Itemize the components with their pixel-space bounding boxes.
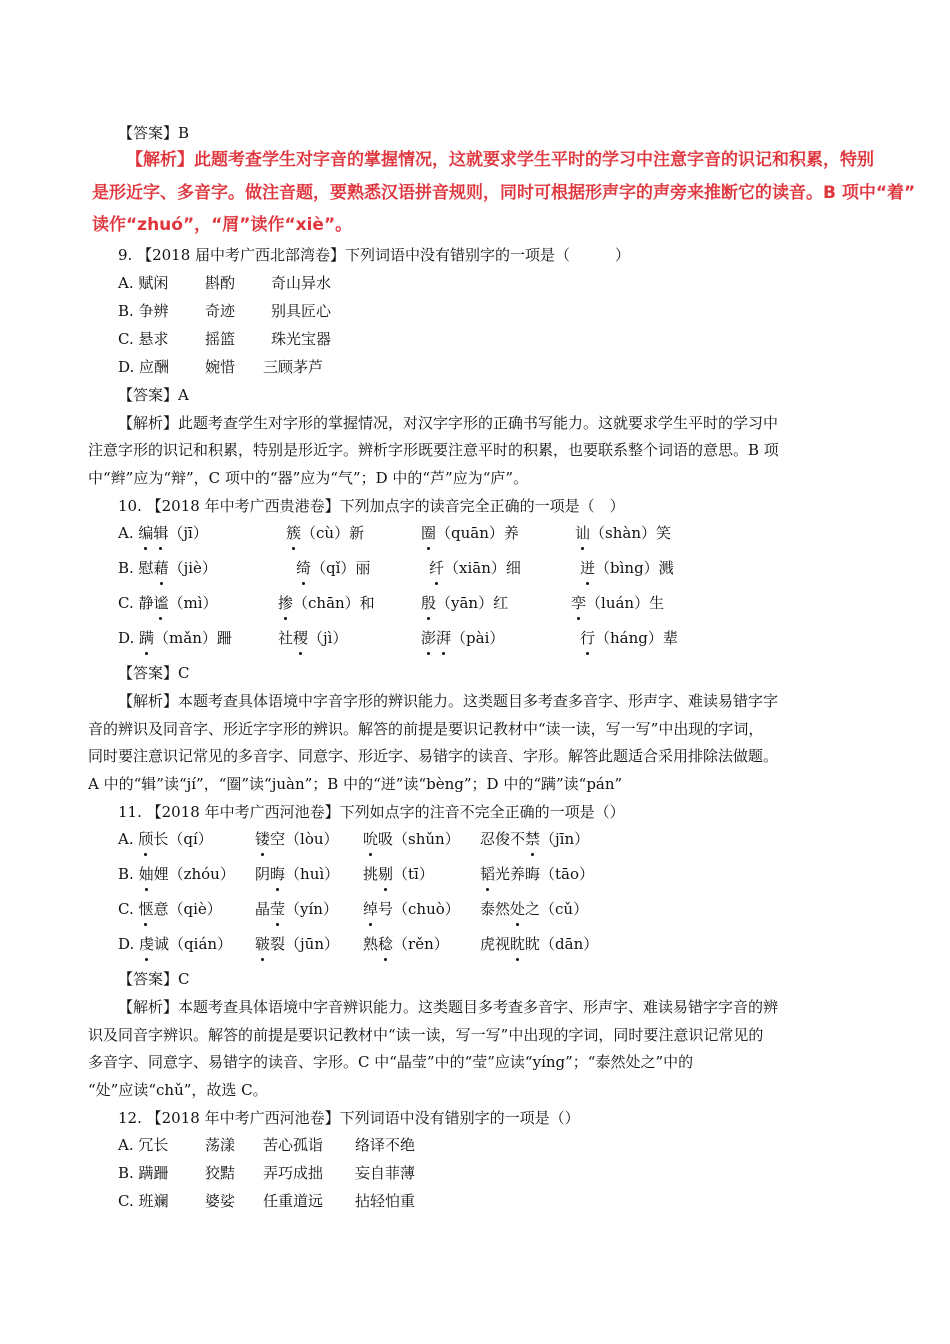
dotted-char: 讪 [575, 524, 591, 542]
option-cell: 掺（chān）和 [278, 594, 375, 612]
option-word: B. 争辨 [118, 302, 169, 320]
option-word: 络译不绝 [355, 1136, 416, 1154]
analysis-line: 同时要注意识记常见的多音字、同意字、形近字、易错字的读音、字形。解答此题适合采用排除法做题。 [88, 747, 779, 765]
option-cell: 虎视眈眈（dān） [480, 935, 599, 953]
option-cell: 绰号（chuò） [363, 900, 460, 918]
option-word: 婆娑 [205, 1192, 236, 1210]
option-cell: 吮吸（shǔn） [363, 830, 460, 848]
option-word: 珠光宝器 [271, 330, 332, 348]
option-word: 苦心孤诣 [263, 1136, 324, 1154]
option-word: 别具匠心 [271, 302, 332, 320]
dotted-char: 虔 [139, 935, 155, 953]
option-word: A. 冗长 [118, 1136, 169, 1154]
dotted-char: 镂 [255, 830, 271, 848]
dotted-char: 编 [138, 524, 154, 542]
dotted-char: 处 [510, 900, 526, 918]
option-word: 妄自菲薄 [355, 1164, 416, 1182]
dotted-char: 惬 [138, 900, 154, 918]
option-cell: B. 慰藉（jiè） [118, 559, 217, 577]
option-cell: C. 静谧（mì） [118, 594, 218, 612]
answer-line: 【答案】B [118, 124, 190, 142]
analysis-line: 音的辨识及同音字、形近字字形的辨识。解答的前提是要识记教材中“读一读，写一写”中出现的字词， [88, 720, 764, 738]
option-cell: A. 颀长（qí） [118, 830, 213, 848]
option-cell: 讪（shàn）笑 [575, 524, 671, 542]
analysis-line: A 中的“辑”读“jí”，“圈”读“juàn”；B 中的“迸”读“bèng”；D 中的“蹒”读“pán” [88, 775, 623, 793]
option-cell: 忍俊不禁（jīn） [480, 830, 590, 848]
dotted-char: 妯 [138, 865, 154, 883]
option-cell: 澎湃（pài） [421, 629, 505, 647]
option-word: 三顾茅芦 [263, 358, 324, 376]
option-cell: 殷（yān）红 [421, 594, 509, 612]
option-cell: 韬光养晦（tāo） [480, 865, 595, 883]
answer-line: 【答案】C [118, 664, 190, 682]
question-stem: 10. 【2018 年中考广西贵港卷】下列加点字的读音完全正确的一项是（ ） [118, 497, 625, 515]
dotted-char: 眈 [510, 935, 526, 953]
analysis-line: 中“辫”应为“辩”，C 项中的“器”应为“气”；D 中的“芦”应为“庐”。 [88, 469, 529, 487]
question-stem: 9. 【2018 届中考广西北部湾卷】下列词语中没有错别字的一项是（ ） [118, 246, 631, 264]
option-cell: 泰然处之（cǔ） [480, 900, 589, 918]
dotted-char: 掺 [278, 594, 294, 612]
option-cell: C. 惬意（qiè） [118, 900, 222, 918]
option-cell: 迸（bìng）溅 [580, 559, 674, 577]
dotted-char: 蹒 [139, 629, 155, 647]
analysis-line: 注意字形的识记和积累，特别是形近字。辨析字形既要注意平时的积累，也要联系整个词语的意思。B 项 [88, 441, 779, 459]
dotted-char: 迸 [580, 559, 596, 577]
analysis-text: 此题考查学生对字音的掌握情况，这就要求学生平时的学习中注意字音的识记和积累，特别 [194, 150, 874, 170]
dotted-char: 晦 [270, 865, 286, 883]
dotted-char: 莹 [270, 900, 286, 918]
analysis-red-line [126, 148, 874, 172]
option-word: 拈轻怕重 [355, 1192, 416, 1210]
option-word: C. 班斓 [118, 1192, 169, 1210]
dotted-char: 韬 [480, 865, 496, 883]
option-word: 荡漾 [205, 1136, 236, 1154]
dotted-char: 稔 [378, 935, 394, 953]
option-cell: 社稷（jì） [278, 629, 348, 647]
option-cell: 行（háng）辈 [580, 629, 678, 647]
analysis-line: 多音字、同意字、易错字的读音、字形。C 中“晶莹”中的“莹”应读“yíng”；“泰然处之”中的 [88, 1053, 694, 1071]
dotted-char: 辑 [153, 524, 169, 542]
analysis-line: 【解析】本题考查具体语境中字音辨识能力。这类题目多考查多音字、形声字、难读易错字字音的辨 [118, 998, 779, 1016]
option-word: C. 悬求 [118, 330, 169, 348]
dotted-char: 湃 [436, 629, 452, 647]
option-cell: A. 编辑（jī） [118, 524, 208, 542]
dotted-char: 吮 [363, 830, 379, 848]
option-word: 弄巧成拙 [263, 1164, 324, 1182]
option-word: 斟酌 [205, 274, 236, 292]
dotted-char: 行 [580, 629, 596, 647]
option-word: D. 应酬 [118, 358, 170, 376]
analysis-red-line: 读作“zhuó”，“屑”读作“xiè”。 [92, 215, 353, 235]
analysis-line: 识及同音字辨识。解答的前提是要识记教材中“读一读，写一写”中出现的字词，同时要注意识记常见的 [88, 1026, 764, 1044]
dotted-char: 孪 [571, 594, 587, 612]
dotted-char: 藉 [153, 559, 169, 577]
option-cell: 簇（cù）新 [286, 524, 365, 542]
option-cell: 镂空（lòu） [255, 830, 339, 848]
dotted-char: 皲 [255, 935, 271, 953]
dotted-char: 剔 [378, 865, 394, 883]
analysis-head: 【解析】 [126, 150, 194, 170]
option-word: B. 蹒跚 [118, 1164, 169, 1182]
option-cell: 圈（quān）养 [421, 524, 519, 542]
option-cell: 绮（qǐ）丽 [296, 559, 371, 577]
option-cell: 孪（luán）生 [571, 594, 665, 612]
dotted-char: 颀 [138, 830, 154, 848]
answer-line: 【答案】C [118, 970, 190, 988]
question-stem: 11. 【2018 年中考广西河池卷】下列如点字的注音不完全正确的一项是（） [118, 803, 625, 821]
option-cell: D. 蹒（mǎn）跚 [118, 629, 232, 647]
option-cell: 阴晦（huì） [255, 865, 340, 883]
analysis-line: 【解析】本题考查具体语境中字音字形的辨识能力。这类题目多考查多音字、形声字、难读易错字字 [118, 692, 779, 710]
option-cell: 晶莹（yín） [255, 900, 338, 918]
dotted-char: 圈 [421, 524, 437, 542]
dotted-char: 绰 [363, 900, 379, 918]
option-cell: 熟稔（rěn） [363, 935, 449, 953]
option-cell: 皲裂（jūn） [255, 935, 339, 953]
analysis-line: 【解析】此题考查学生对字形的掌握情况，对汉字字形的正确书写能力。这就要求学生平时的学习中 [118, 414, 779, 432]
answer-line: 【答案】A [118, 386, 189, 404]
dotted-char: 禁 [525, 830, 541, 848]
dotted-char: 谧 [153, 594, 169, 612]
option-cell: 纤（xiān）细 [429, 559, 521, 577]
option-word: 摇篮 [205, 330, 236, 348]
option-cell: D. 虔诚（qián） [118, 935, 233, 953]
analysis-line: “处”应读“chǔ”，故选 C。 [88, 1081, 268, 1099]
dotted-char: 澎 [421, 629, 437, 647]
dotted-char: 殷 [421, 594, 437, 612]
dotted-char: 稷 [293, 629, 309, 647]
dotted-char: 簇 [286, 524, 302, 542]
option-word: 狡黠 [205, 1164, 236, 1182]
option-word: 婉惜 [205, 358, 236, 376]
analysis-red-line: 是形近字、多音字。做注音题，要熟悉汉语拼音规则，同时可根据形声字的声旁来推断它的读音。B 项中“着” [92, 183, 916, 203]
option-cell: B. 妯娌（zhóu） [118, 865, 235, 883]
dotted-char: 纤 [429, 559, 445, 577]
option-word: 奇山异水 [271, 274, 332, 292]
option-cell: 挑剔（tī） [363, 865, 434, 883]
option-word: 奇迹 [205, 302, 236, 320]
option-word: A. 赋闲 [118, 274, 169, 292]
question-stem: 12. 【2018 年中考广西河池卷】下列词语中没有错别字的一项是（） [118, 1109, 580, 1127]
dotted-char: 绮 [296, 559, 312, 577]
option-word: 任重道远 [263, 1192, 324, 1210]
